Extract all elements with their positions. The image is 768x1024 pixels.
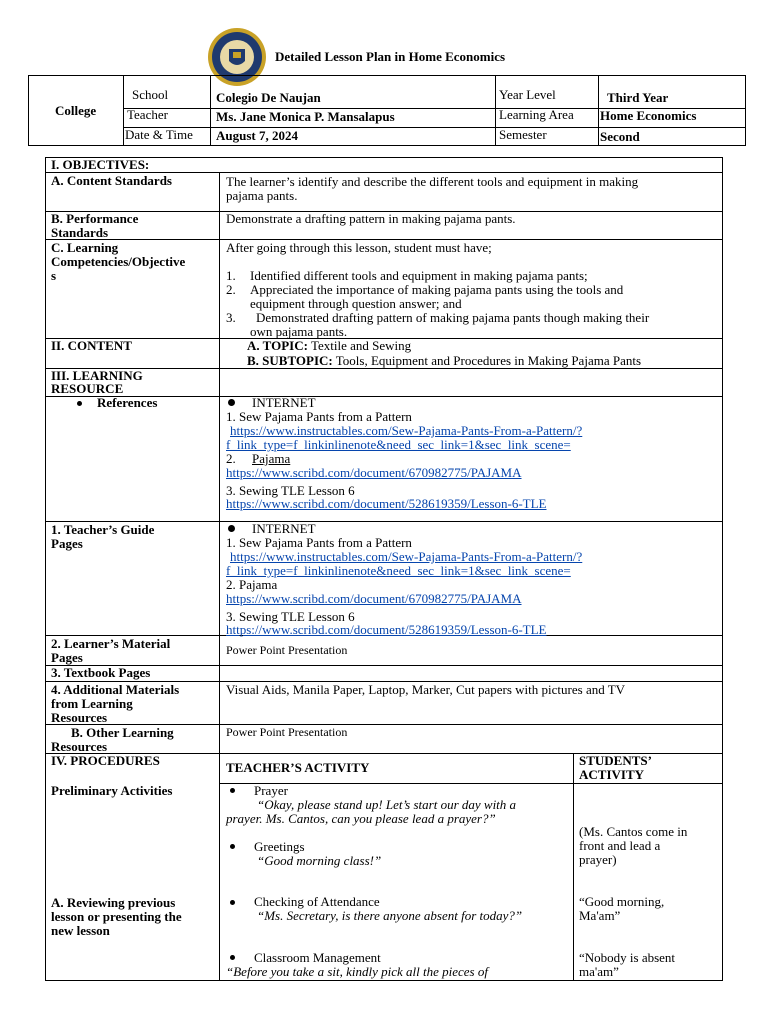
- competencies-intro: After going through this lesson, student must have;: [226, 240, 492, 255]
- students-activity-heading-2: ACTIVITY: [579, 767, 645, 782]
- other-resources-label-2: Resources: [51, 739, 108, 754]
- reference-2-title: Pajama: [252, 451, 291, 466]
- tg-reference-2-title: 2. Pajama: [226, 577, 278, 592]
- teacher-activity-heading: TEACHER’S ACTIVITY: [226, 760, 370, 775]
- other-resources-label-1: B. Other Learning: [71, 725, 174, 740]
- references-internet: INTERNET: [252, 395, 316, 410]
- tg-reference-1-link-1[interactable]: https://www.instructables.com/Sew-Pajama-Pants-From-a-Pattern/?: [230, 549, 583, 564]
- year-level-value: Third Year: [607, 90, 669, 105]
- reference-2-link[interactable]: https://www.scribd.com/document/670982775/PAJAMA: [226, 465, 522, 480]
- competency-2a: Appreciated the importance of making pajama pants using the tools and: [250, 282, 624, 297]
- student-prayer-1: (Ms. Cantos come in: [579, 824, 688, 839]
- learners-material-value: Power Point Presentation: [226, 643, 348, 657]
- student-absent-2: ma'am”: [579, 964, 619, 979]
- procedures-heading: IV. PROCEDURES: [51, 753, 160, 768]
- greetings-quote: “Good morning class!”: [257, 853, 382, 868]
- resources-heading-2: RESOURCE: [51, 381, 124, 396]
- tg-reference-3-title: 3. Sewing TLE Lesson 6: [226, 609, 355, 624]
- competencies-label-2: Competencies/Objective: [51, 254, 186, 269]
- prayer-quote-1: “Okay, please stand up! Let’s start our day with a: [257, 797, 517, 812]
- competency-1: Identified different tools and equipment in making pajama pants;: [250, 268, 588, 283]
- topic-value: Textile and Sewing: [310, 338, 412, 353]
- school-value: Colegio De Naujan: [216, 90, 321, 105]
- additional-materials-label-1: 4. Additional Materials: [51, 682, 180, 697]
- references-bullet-icon: [77, 401, 82, 406]
- attendance-quote: “Ms. Secretary, is there anyone absent for today?”: [257, 908, 523, 923]
- preliminary-activities-label: Preliminary Activities: [51, 783, 173, 798]
- performance-text: Demonstrate a drafting pattern in making pajama pants.: [226, 211, 516, 226]
- content-standards-label: A. Content Standards: [51, 173, 172, 188]
- subtopic-label: B. SUBTOPIC:: [247, 353, 333, 368]
- references-label: References: [97, 395, 158, 410]
- students-activity-heading-1: STUDENTS’: [579, 753, 652, 768]
- year-level-label: Year Level: [499, 87, 556, 102]
- tg-reference-2-link[interactable]: https://www.scribd.com/document/670982775/PAJAMA: [226, 591, 522, 606]
- semester-value: Second: [600, 129, 640, 144]
- document-title: Detailed Lesson Plan in Home Economics: [275, 49, 506, 64]
- teacher-label: Teacher: [127, 107, 168, 122]
- learning-area-value: Home Economics: [600, 108, 697, 123]
- competency-3a: Demonstrated drafting pattern of making pajama pants though making their: [256, 310, 650, 325]
- student-greeting-2: Ma'am”: [579, 908, 621, 923]
- datetime-label: Date & Time: [125, 127, 193, 142]
- student-absent-1: “Nobody is absent: [579, 950, 676, 965]
- content-standards-text-2: pajama pants.: [226, 188, 298, 203]
- reference-1-link-2[interactable]: f_link_type=f_linkinlinenote&need_sec_link=1&sec_link_scene=: [226, 437, 571, 452]
- additional-materials-value: Visual Aids, Manila Paper, Laptop, Marker, Cut papers with pictures and TV: [226, 682, 626, 697]
- competency-2b: equipment through question answer; and: [250, 296, 462, 311]
- learners-material-label-2: Pages: [51, 650, 83, 665]
- attendance-bullet-icon: [230, 900, 235, 905]
- additional-materials-label-3: Resources: [51, 710, 108, 725]
- lesson-plan-table: [45, 157, 723, 981]
- other-resources-value: Power Point Presentation: [226, 725, 348, 739]
- header-table: [28, 75, 746, 146]
- content-standards-text-1: The learner’s identify and describe the different tools and equipment in making: [226, 174, 639, 189]
- subtopic-line: [247, 354, 641, 368]
- internet-bullet-icon: [228, 399, 235, 406]
- greetings-item: Greetings: [254, 839, 305, 854]
- teachers-guide-label-1: 1. Teacher’s Guide: [51, 522, 155, 537]
- tg-internet-bullet-icon: [228, 525, 235, 532]
- teacher-value: Ms. Jane Monica P. Mansalapus: [216, 109, 395, 124]
- competency-3-number: 3.: [226, 310, 236, 325]
- reviewing-label-2: lesson or presenting the: [51, 909, 182, 924]
- topic-line: [247, 339, 411, 353]
- tg-internet: INTERNET: [252, 521, 316, 536]
- tg-reference-1-link-2[interactable]: f_link_type=f_linkinlinenote&need_sec_link=1&sec_link_scene=: [226, 563, 571, 578]
- classroom-management-quote: “Before you take a sit, kindly pick all the pieces of: [226, 964, 488, 979]
- learning-area-label: Learning Area: [499, 107, 574, 122]
- attendance-item: Checking of Attendance: [254, 894, 380, 909]
- textbook-pages-label: 3. Textbook Pages: [51, 665, 151, 680]
- tg-reference-1-title: 1. Sew Pajama Pants from a Pattern: [226, 535, 412, 550]
- reviewing-label-1: A. Reviewing previous: [51, 895, 176, 910]
- performance-label-2: Standards: [51, 225, 109, 240]
- student-prayer-2: front and lead a: [579, 838, 661, 853]
- reference-1-title: 1. Sew Pajama Pants from a Pattern: [226, 409, 412, 424]
- reference-3-title: 3. Sewing TLE Lesson 6: [226, 483, 355, 498]
- additional-materials-label-2: from Learning: [51, 696, 133, 711]
- teachers-guide-label-2: Pages: [51, 536, 83, 551]
- content-heading: II. CONTENT: [51, 338, 132, 353]
- objectives-heading: I. OBJECTIVES:: [51, 157, 150, 172]
- competency-2-number: 2.: [226, 282, 236, 297]
- classroom-management-item: Classroom Management: [254, 950, 381, 965]
- learners-material-label-1: 2. Learner’s Material: [51, 636, 171, 651]
- student-greeting-1: “Good morning,: [579, 894, 665, 909]
- competencies-label-1: C. Learning: [51, 240, 119, 255]
- classroom-bullet-icon: [230, 955, 235, 960]
- competencies-label-3: s: [51, 268, 57, 283]
- tg-reference-3-link[interactable]: https://www.scribd.com/document/528619359/Lesson-6-TLE: [226, 622, 547, 637]
- topic-label: A. TOPIC:: [247, 338, 308, 353]
- prayer-quote-2: prayer. Ms. Cantos, can you please lead a prayer?”: [226, 811, 496, 826]
- college-label: College: [55, 103, 97, 118]
- reference-3-link[interactable]: https://www.scribd.com/document/528619359/Lesson-6-TLE: [226, 496, 547, 511]
- prayer-item: Prayer: [254, 783, 288, 798]
- competency-1-number: 1.: [226, 268, 236, 283]
- prayer-bullet-icon: [230, 788, 235, 793]
- reference-1-link-1[interactable]: https://www.instructables.com/Sew-Pajama-Pants-From-a-Pattern/?: [230, 423, 583, 438]
- subtopic-value: Tools, Equipment and Procedures in Making Pajama Pants: [335, 353, 642, 368]
- resources-heading-1: III. LEARNING: [51, 368, 143, 383]
- school-label: School: [132, 87, 169, 102]
- competency-3b: own pajama pants.: [250, 324, 348, 339]
- student-prayer-3: prayer): [579, 852, 617, 867]
- greetings-bullet-icon: [230, 844, 235, 849]
- reviewing-label-3: new lesson: [51, 923, 110, 938]
- semester-label: Semester: [499, 127, 547, 142]
- reference-2-number: 2.: [226, 451, 236, 466]
- date-value: August 7, 2024: [216, 128, 298, 143]
- performance-label-1: B. Performance: [51, 211, 139, 226]
